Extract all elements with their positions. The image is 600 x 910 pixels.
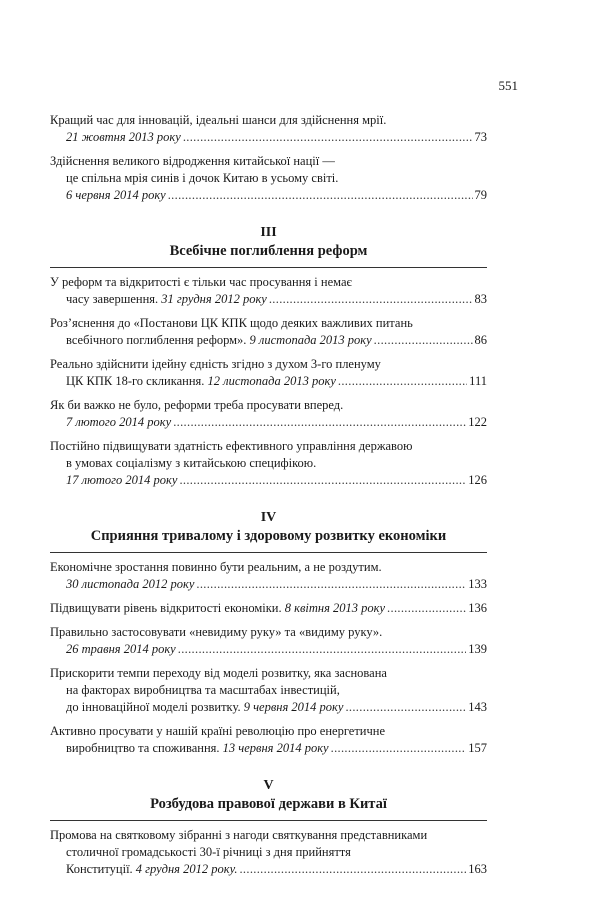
entry-text — [50, 600, 385, 617]
entry-title-tail: часу завершення. — [66, 292, 159, 306]
entry-text — [66, 373, 336, 390]
entry-last-line — [50, 291, 487, 308]
entry-title-line: в умовах соціалізму з китайською специфікою. — [66, 456, 317, 470]
entry-title-line: Як би важко не було, реформи треба просувати вперед. — [50, 398, 344, 412]
dot-leader — [168, 187, 473, 204]
toc-entry — [50, 723, 487, 757]
entry-title-line: Постійно підвищувати здатність ефективного управління державою — [50, 439, 413, 453]
entry-last-line — [50, 414, 487, 431]
section-header — [50, 777, 487, 814]
entry-text — [66, 414, 171, 431]
section-number: III — [260, 225, 277, 240]
entry-page-number: 86 — [474, 333, 487, 347]
entry-title-line: Прискорити темпи переходу від моделі розвитку, яка заснована — [50, 666, 387, 680]
section-divider — [50, 552, 487, 553]
dot-leader — [196, 576, 466, 593]
entry-title-line: Реально здійснити ідейну єдність згідно з духом 3-го пленуму — [50, 357, 381, 371]
entry-last-line — [50, 699, 487, 716]
entry-text — [66, 129, 181, 146]
entry-last-line — [50, 129, 487, 146]
section-divider — [50, 820, 487, 821]
entry-text — [66, 699, 343, 716]
entry-page-number: 157 — [468, 741, 487, 755]
entry-text — [66, 472, 177, 489]
entry-last-line — [50, 332, 487, 349]
entry-date: 31 грудня 2012 року — [161, 292, 267, 306]
entry-text — [66, 576, 194, 593]
entry-title-tail: всебічного поглиблення реформ». — [66, 333, 247, 347]
toc-entry — [50, 315, 487, 349]
entry-last-line — [50, 187, 487, 204]
dot-leader — [179, 472, 466, 489]
entry-title-tail: ЦК КПК 18-го скликання. — [66, 374, 205, 388]
entry-page-number: 133 — [468, 577, 487, 591]
entry-page-number: 136 — [468, 601, 487, 615]
toc-entry — [50, 356, 487, 390]
entry-last-line — [50, 600, 487, 617]
section-title: Всебічне поглиблення реформ — [169, 243, 368, 259]
section-number: V — [263, 778, 274, 793]
entry-title-line: столичної громадськості 30-ї річниці з дня прийняття — [66, 845, 351, 859]
entry-last-line — [50, 472, 487, 489]
dot-leader — [345, 699, 466, 716]
entry-title-line: Правильно застосовувати «невидиму руку» та «видиму руку». — [50, 625, 383, 639]
entry-page-number: 79 — [474, 188, 487, 202]
dot-leader — [178, 641, 467, 658]
page-number: 551 — [498, 78, 518, 93]
dot-leader — [374, 332, 473, 349]
entry-title-line: Здійснення великого відродження китайської нації — — [50, 154, 335, 168]
dot-leader — [269, 291, 473, 308]
entry-date: 9 листопада 2013 року — [249, 333, 372, 347]
section-header — [50, 224, 487, 261]
entry-last-line — [50, 641, 487, 658]
section-header — [50, 509, 487, 546]
entry-date: 26 травня 2014 року — [66, 642, 176, 656]
section-title: Розбудова правової держави в Китаї — [150, 796, 387, 812]
entry-last-line — [50, 373, 487, 390]
section-title: Сприяння тривалому і здоровому розвитку економіки — [90, 528, 447, 544]
entry-date: 4 грудня 2012 року. — [135, 862, 238, 876]
entry-date: 9 червня 2014 року — [243, 700, 344, 714]
dot-leader — [331, 740, 467, 757]
dot-leader — [387, 600, 466, 617]
entry-title-line: на факторах виробництва та масштабах інвестицій, — [66, 683, 340, 697]
dot-leader — [183, 129, 473, 146]
entry-date: 7 лютого 2014 року — [66, 415, 172, 429]
entry-page-number: 83 — [474, 292, 487, 306]
entry-page-number: 163 — [468, 862, 487, 876]
section-number: IV — [260, 510, 277, 525]
entry-text — [66, 332, 372, 349]
entry-title-tail: до інноваційної моделі розвитку. — [66, 700, 241, 714]
entry-title-line: Кращий час для інновацій, ідеальні шанси для здійснення мрії. — [50, 113, 387, 127]
entry-page-number: 126 — [468, 473, 487, 487]
entry-title-line: У реформ та відкритості є тільки час просування і немає — [50, 275, 352, 289]
dot-leader — [173, 414, 466, 431]
entry-date: 17 лютого 2014 року — [66, 473, 178, 487]
toc-entry — [50, 153, 487, 204]
toc-entry — [50, 559, 487, 593]
entry-text — [66, 861, 237, 878]
toc-entry — [50, 397, 487, 431]
entry-page-number: 139 — [468, 642, 487, 656]
dot-leader — [239, 861, 466, 878]
toc-entry — [50, 827, 487, 878]
toc-entry — [50, 665, 487, 716]
entry-page-number: 73 — [474, 130, 487, 144]
entry-text — [66, 641, 176, 658]
entry-text — [66, 291, 267, 308]
entry-date: 30 листопада 2012 року — [66, 577, 195, 591]
entry-date: 13 червня 2014 року — [222, 741, 329, 755]
toc-entry — [50, 112, 487, 146]
entry-title-tail: виробництво та споживання. — [66, 741, 220, 755]
entry-last-line — [50, 740, 487, 757]
entry-title-line: Промова на святковому зібранні з нагоди святкування представниками — [50, 828, 428, 842]
entry-title-line: Економічне зростання повинно бути реальним, а не роздутим. — [50, 560, 382, 574]
toc-entry — [50, 438, 487, 489]
toc-entry — [50, 624, 487, 658]
entry-page-number: 143 — [468, 700, 487, 714]
entry-date: 21 жовтня 2013 року — [66, 130, 181, 144]
toc-entry — [50, 274, 487, 308]
entry-date: 8 квітня 2013 року — [284, 601, 386, 615]
entry-date: 12 листопада 2013 року — [207, 374, 336, 388]
table-of-contents — [50, 112, 487, 885]
entry-title-line: Роз’яснення до «Постанови ЦК КПК щодо деяких важливих питань — [50, 316, 413, 330]
entry-page-number: 122 — [468, 415, 487, 429]
entry-last-line — [50, 576, 487, 593]
entry-title-line: це спільна мрія синів і дочок Китаю в усьому світі. — [66, 171, 339, 185]
entry-title-line: Активно просувати у нашій країні революцію про енергетичне — [50, 724, 386, 738]
toc-entry — [50, 600, 487, 617]
entry-last-line — [50, 861, 487, 878]
entry-text — [66, 187, 166, 204]
entry-text — [66, 740, 329, 757]
entry-title-tail: Підвищувати рівень відкритості економіки. — [50, 601, 282, 615]
entry-page-number: 111 — [469, 374, 487, 388]
entry-date: 6 червня 2014 року — [66, 188, 166, 202]
section-divider — [50, 267, 487, 268]
dot-leader — [338, 373, 467, 390]
entry-title-tail: Конституції. — [66, 862, 133, 876]
